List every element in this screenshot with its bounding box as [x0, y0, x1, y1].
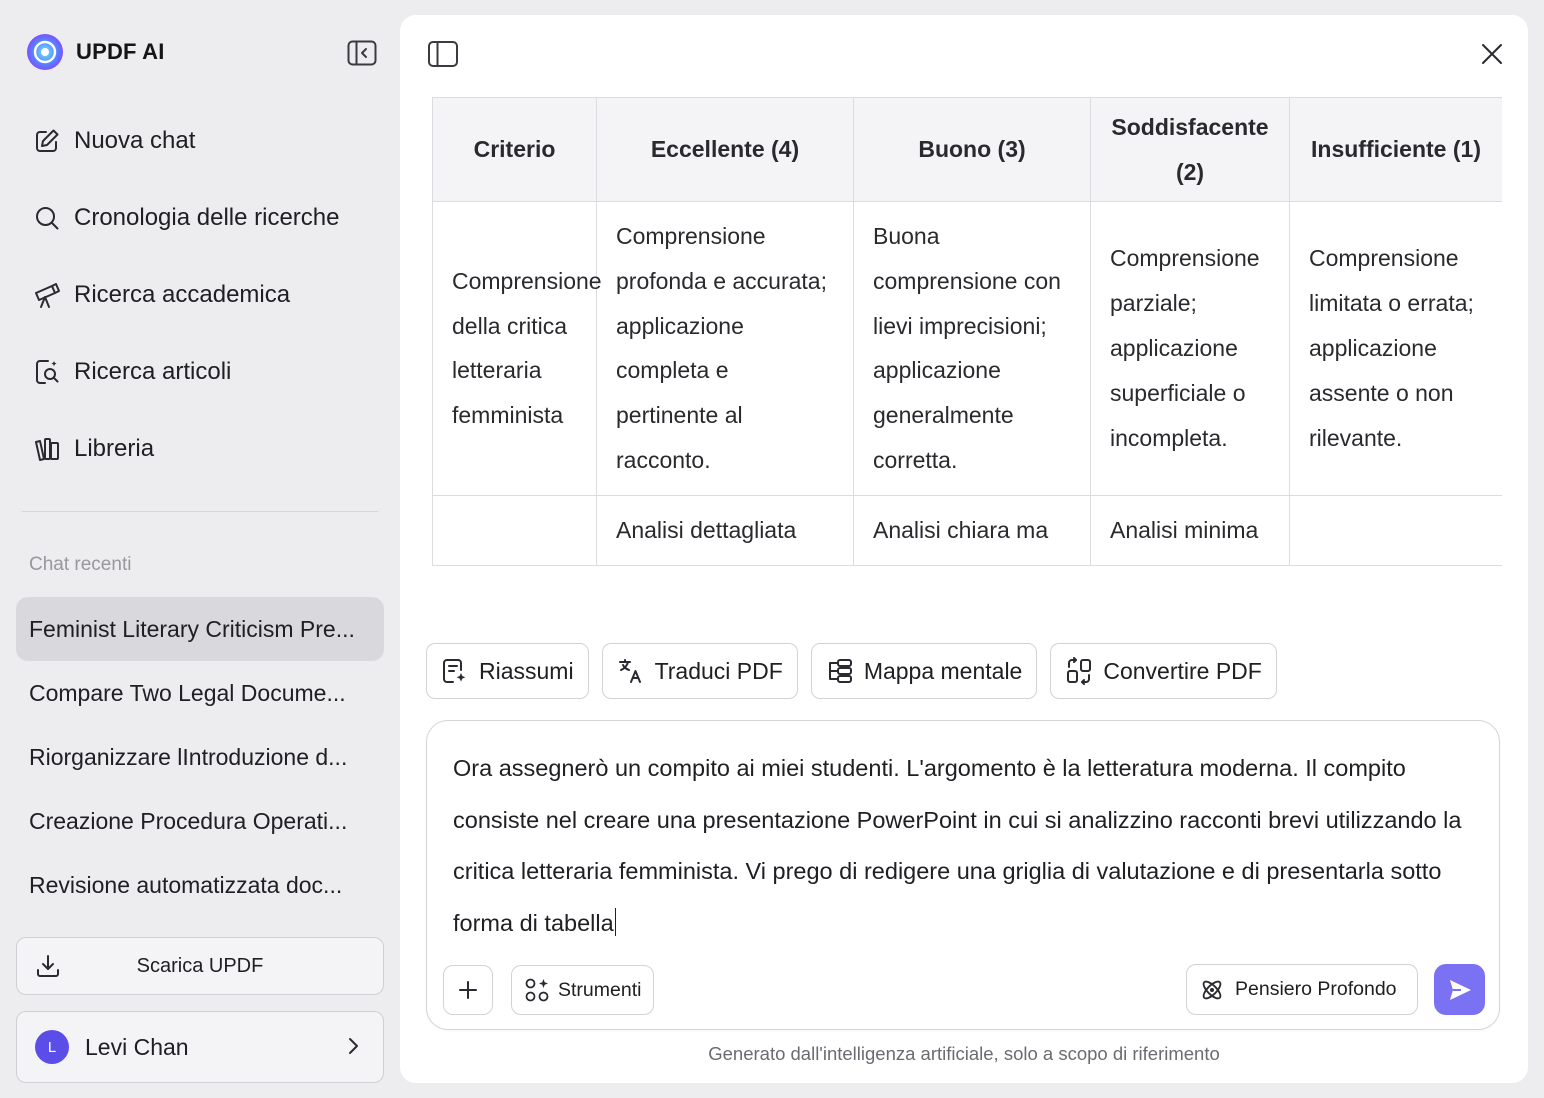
- recent-chat-item[interactable]: Compare Two Legal Docume...: [29, 680, 346, 706]
- chip-label: Riassumi: [479, 657, 574, 684]
- table-cell: Comprensione parziale; applicazione superficiale o incompleta.: [1091, 202, 1290, 496]
- translate-icon: [617, 657, 645, 685]
- recent-chat-item[interactable]: Feminist Literary Criticism Pre...: [16, 597, 384, 661]
- recent-chats-title: Chat recenti: [29, 554, 132, 575]
- table-header-cell: Buono (3): [854, 98, 1091, 202]
- table-cell: [433, 495, 597, 565]
- chip-label: Traduci PDF: [654, 657, 783, 684]
- table-cell: Comprensione limitata o errata; applicazione assente o non rilevante.: [1290, 202, 1503, 496]
- sidebar-item-search-history[interactable]: [16, 179, 384, 256]
- sidebar-item-new-chat[interactable]: [16, 102, 384, 179]
- table-row: [433, 202, 1503, 496]
- sidebar-item-label: Ricerca accademica: [74, 280, 291, 308]
- document-search-icon: [33, 358, 61, 386]
- recent-chat-item[interactable]: Creazione Procedura Operati...: [29, 808, 348, 834]
- plus-icon: [457, 979, 479, 1001]
- deep-thinking-button[interactable]: [1186, 964, 1418, 1015]
- message-input[interactable]: Ora assegnerò un compito ai miei studenti. L'argomento è la letteratura moderna. Il compito consiste nel creare una presentazione PowerPoint in cui si analizzino racconti brevi utilizzando la critica letteraria femminista. Vi prego di redigere una griglia di valutazione e di presentarla sotto forma di tabella: [453, 743, 1483, 949]
- updf-ai-logo-icon: [26, 33, 64, 71]
- rubric-table: [432, 97, 1502, 566]
- table-cell: Analisi dettagliata: [597, 495, 854, 565]
- tools-label: Strumenti: [558, 978, 642, 1001]
- chat-panel: [400, 15, 1528, 1083]
- user-name: Levi Chan: [85, 1033, 189, 1060]
- mind-map-button[interactable]: [811, 643, 1038, 699]
- mind-map-icon: [826, 657, 854, 685]
- avatar: L: [35, 1030, 69, 1064]
- table-header-cell: Soddisfacente (2): [1091, 98, 1290, 202]
- quick-tools: [426, 643, 1277, 699]
- send-button[interactable]: [1434, 964, 1485, 1015]
- send-icon: [1447, 977, 1473, 1003]
- download-updf-button[interactable]: [16, 937, 384, 995]
- sidebar-item-label: Cronologia delle ricerche: [74, 203, 340, 231]
- download-label: Scarica UPDF: [136, 954, 264, 977]
- sidebar-divider: [22, 511, 378, 512]
- user-profile-button[interactable]: [16, 1011, 384, 1083]
- telescope-icon: [33, 281, 61, 309]
- tools-grid-icon: [524, 977, 550, 1003]
- sidebar: [0, 0, 400, 1098]
- brand: [26, 33, 165, 71]
- recent-chat-item[interactable]: Riorganizzare lIntroduzione d...: [29, 744, 348, 770]
- deep-thinking-label: Pensiero Profondo: [1235, 978, 1397, 1000]
- sidebar-item-academic-search[interactable]: [16, 256, 384, 333]
- table-cell: Comprensione profonda e accurata; applicazione completa e pertinente al racconto.: [597, 202, 854, 496]
- table-header-cell: Eccellente (4): [597, 98, 854, 202]
- collapse-sidebar-icon[interactable]: [347, 40, 377, 66]
- ai-disclaimer: Generato dall'intelligenza artificiale, solo a scopo di riferimento: [708, 1043, 1220, 1064]
- recent-chats-list: [16, 597, 384, 917]
- table-cell: Analisi minima: [1091, 495, 1290, 565]
- translate-pdf-button[interactable]: [602, 643, 798, 699]
- table-row: [433, 495, 1503, 565]
- tools-button[interactable]: [511, 965, 654, 1015]
- chip-label: Mappa mentale: [863, 657, 1023, 684]
- table-header-cell: Criterio: [433, 98, 597, 202]
- summarize-button[interactable]: [426, 643, 589, 699]
- table-cell: Comprensione della critica letteraria femminista: [433, 202, 597, 496]
- rubric-table-container[interactable]: [432, 97, 1502, 611]
- convert-icon: [1065, 657, 1093, 685]
- atom-icon: [1199, 977, 1225, 1003]
- chip-label: Convertire PDF: [1103, 657, 1262, 684]
- add-attachment-button[interactable]: [443, 965, 493, 1015]
- sidebar-item-library[interactable]: [16, 410, 384, 487]
- sidebar-item-label: Nuova chat: [74, 126, 196, 154]
- sidebar-nav: [16, 102, 384, 487]
- recent-chat-item[interactable]: Revisione automatizzata doc...: [29, 872, 343, 898]
- table-header-cell: Insufficiente (1): [1290, 98, 1503, 202]
- edit-icon: [33, 127, 61, 155]
- panel-toggle-icon[interactable]: [427, 40, 459, 68]
- table-header-row: [433, 98, 1503, 202]
- sidebar-item-label: Ricerca articoli: [74, 357, 232, 385]
- sidebar-item-article-search[interactable]: [16, 333, 384, 410]
- table-cell: Analisi chiara ma: [854, 495, 1091, 565]
- app-name: UPDF AI: [76, 39, 165, 64]
- summarize-icon: [441, 657, 469, 685]
- table-cell: [1290, 495, 1503, 565]
- chevron-right-icon: [343, 1036, 363, 1056]
- sidebar-item-label: Libreria: [74, 434, 155, 462]
- convert-pdf-button[interactable]: [1050, 643, 1276, 699]
- library-icon: [33, 435, 61, 463]
- message-composer: [426, 720, 1500, 1030]
- close-icon[interactable]: [1479, 41, 1505, 67]
- table-cell: Buona comprensione con lievi imprecisioni; applicazione generalmente corretta.: [854, 202, 1091, 496]
- download-icon: [35, 953, 61, 979]
- search-icon: [33, 204, 61, 232]
